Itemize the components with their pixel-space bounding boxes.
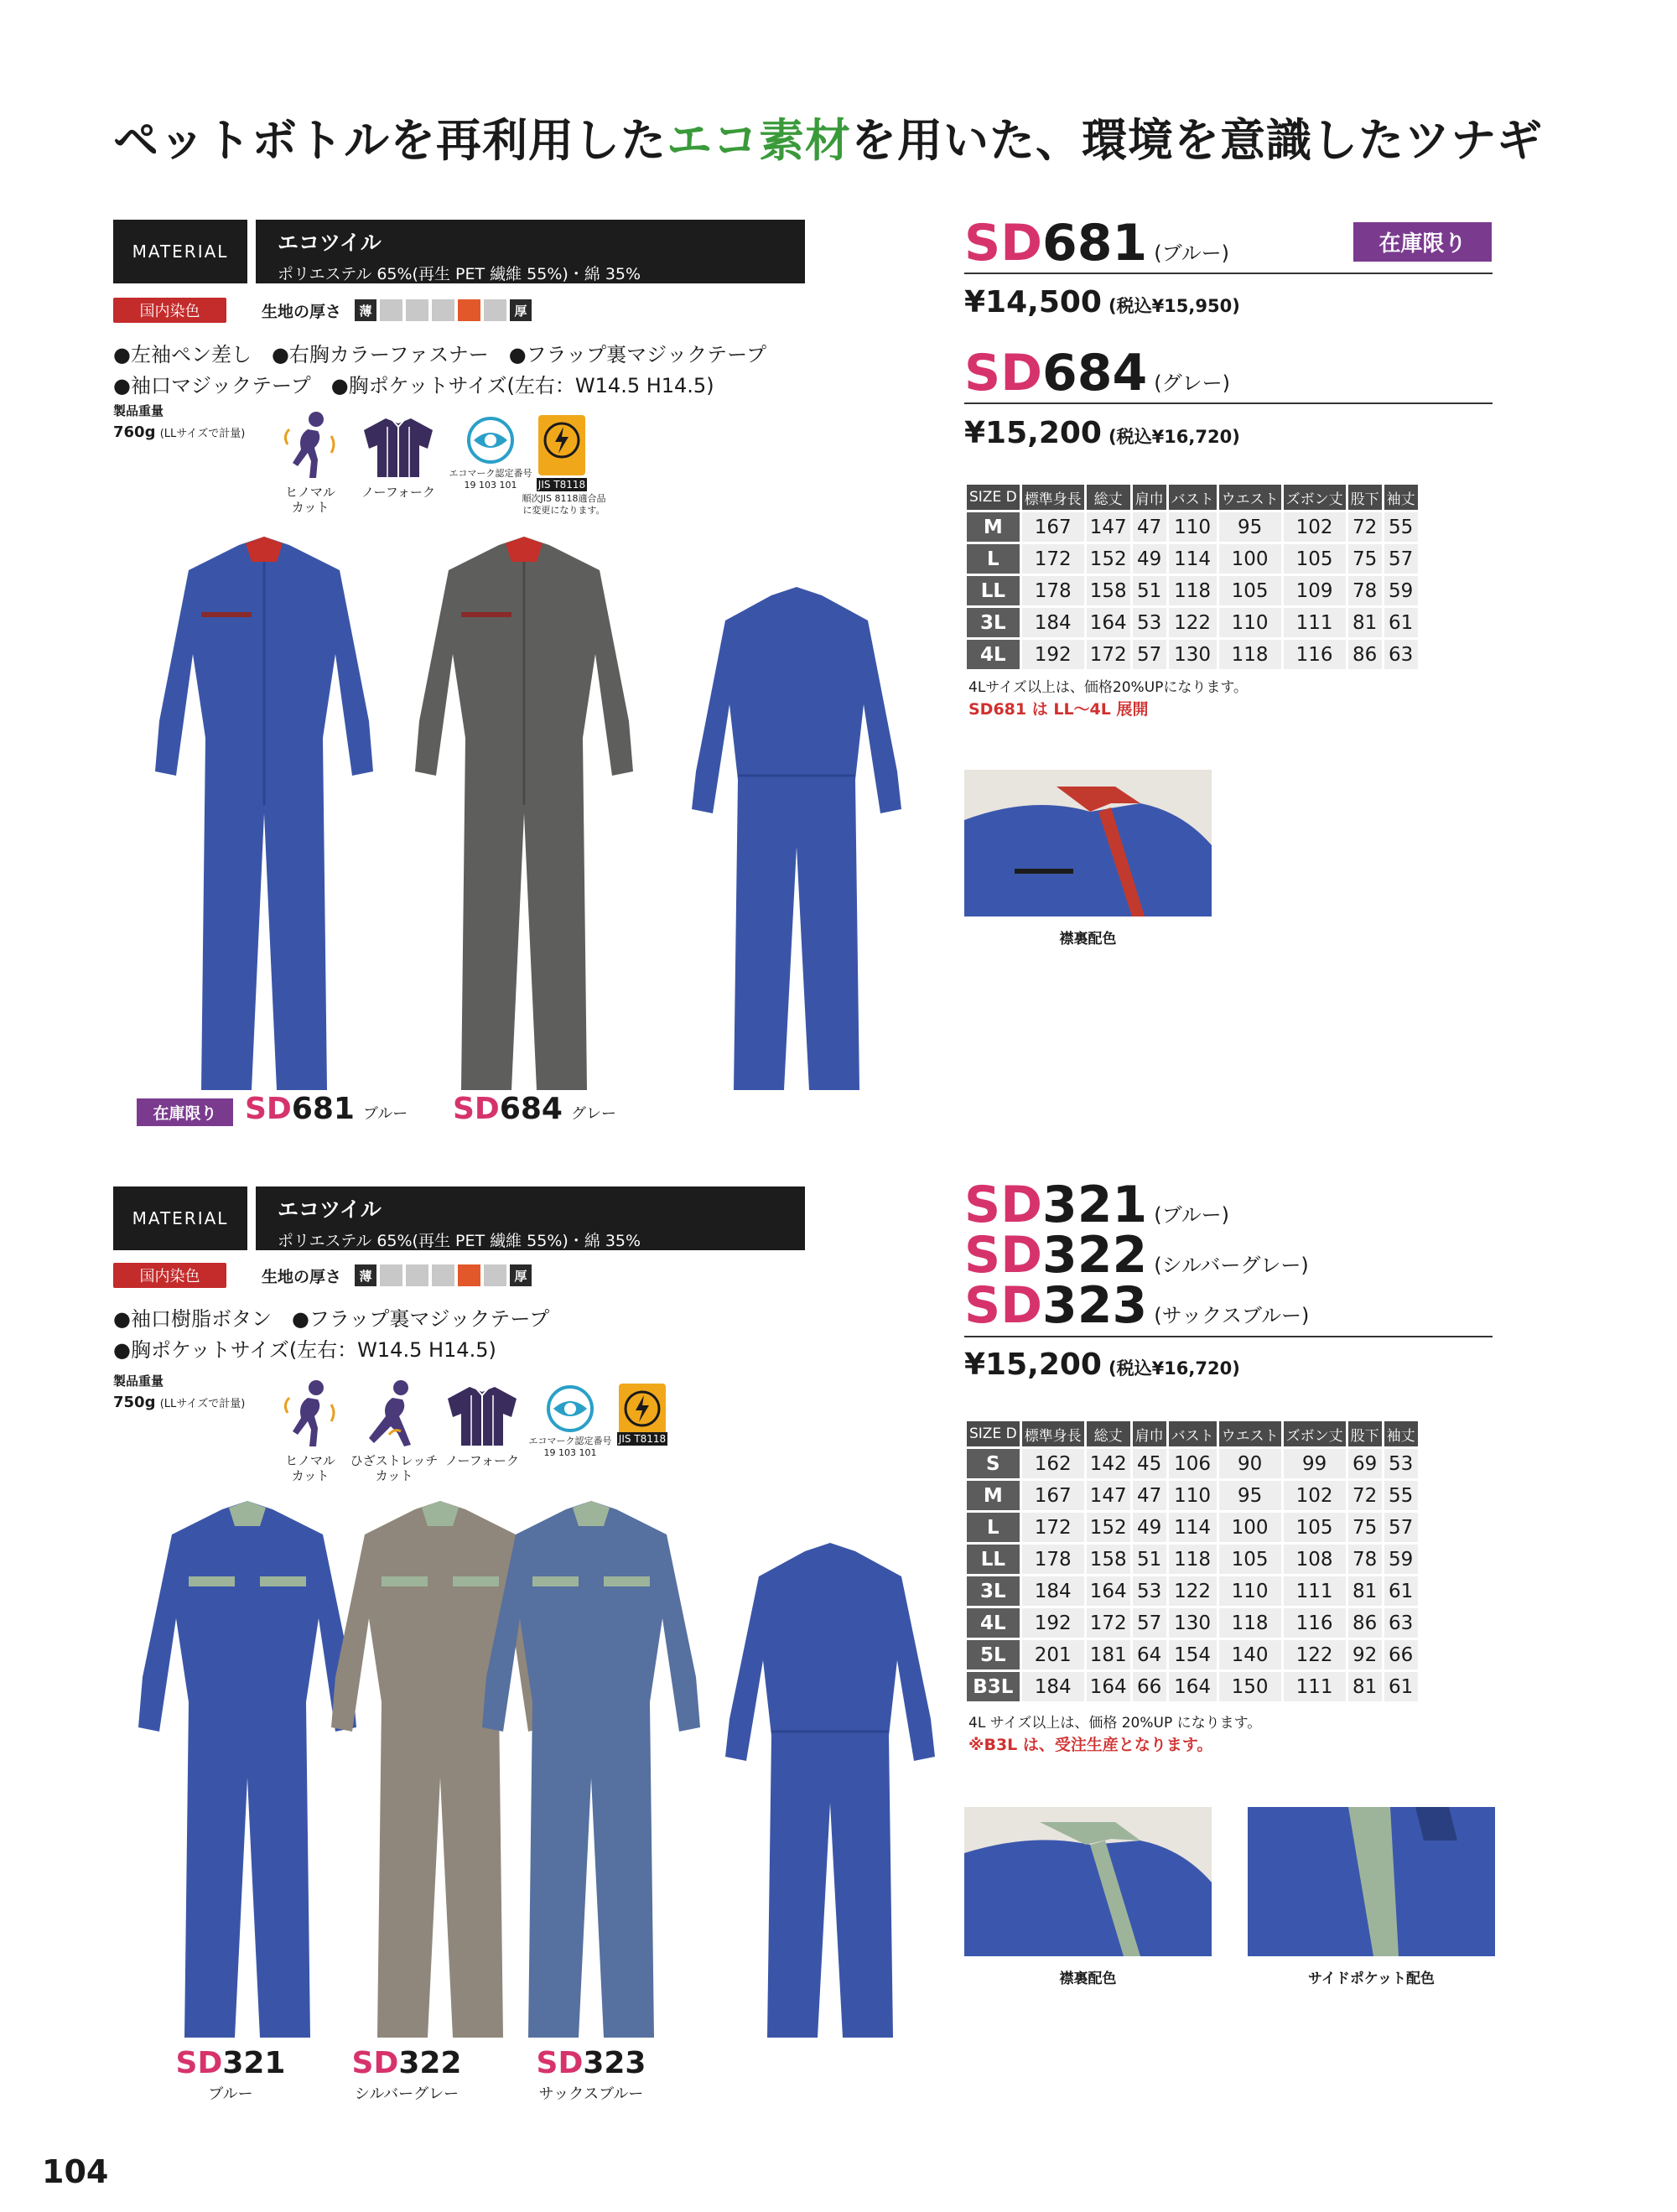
limited-stock-badge: 在庫限り [1353, 222, 1492, 262]
table-cell: 152 [1087, 1513, 1130, 1542]
table-cell: 64 [1133, 1640, 1166, 1669]
col-header: 袖丈 [1384, 1421, 1418, 1446]
size-label-cell: 4L [967, 640, 1020, 669]
price-up-note: 4Lサイズ以上は、価格20%UPになります。 [968, 679, 1249, 696]
table-cell: 158 [1087, 576, 1130, 605]
thickness-step [432, 299, 454, 321]
size-label-cell: L [967, 544, 1020, 574]
col-header: ウエスト [1219, 485, 1281, 510]
model-color: (ブルー) [1154, 241, 1230, 265]
thickness-label: 生地の厚さ [262, 302, 342, 321]
table-cell: 154 [1169, 1640, 1217, 1669]
page-number: 104 [42, 2153, 109, 2190]
table-cell: 66 [1133, 1672, 1166, 1701]
table-cell: 184 [1022, 1672, 1084, 1701]
table-cell: 59 [1384, 1545, 1418, 1574]
model-sd323 [964, 1276, 1309, 1335]
hinomaru-cut-caption: ヒノマル カット [285, 485, 335, 515]
features-line: ●袖口マジックテープ ●胸ポケットサイズ(左右：W14.5 H14.5) [113, 374, 714, 397]
caption-color: ブルー [362, 1105, 408, 1123]
table-cell: 110 [1169, 512, 1217, 542]
table-cell: 59 [1384, 576, 1418, 605]
size-label-cell: M [967, 512, 1020, 542]
table-cell: 110 [1219, 608, 1281, 637]
col-header: 総丈 [1087, 1421, 1130, 1446]
table-cell: 55 [1384, 1481, 1418, 1510]
table-cell: 147 [1087, 1481, 1130, 1510]
table-cell: 57 [1133, 1608, 1166, 1638]
headline-pre: ペットボトルを再利用した [113, 114, 667, 167]
knee-stretch-caption: ひざストレッチ カット [350, 1453, 439, 1483]
model-color: (サックスブルー) [1154, 1304, 1310, 1327]
knee-stretch-icon [361, 1379, 423, 1448]
material-info [256, 220, 805, 283]
table-cell: 114 [1169, 544, 1217, 574]
side-pocket-detail-photo [1248, 1807, 1495, 1956]
model-prefix: SD [964, 1276, 1043, 1335]
caption-number: 321 [222, 2046, 286, 2080]
coverall-sd321-back-photo [713, 1543, 948, 2038]
table-cell: 164 [1087, 1576, 1130, 1606]
thickness-scale [262, 298, 533, 323]
col-header: 総丈 [1087, 485, 1130, 510]
jis-note: 順次JIS 8118適合品 に変更になります。 [522, 493, 606, 516]
table-cell: 164 [1169, 1672, 1217, 1701]
table-cell: 111 [1284, 1576, 1346, 1606]
col-header: SIZE D [967, 485, 1020, 510]
table-cell: 111 [1284, 1672, 1346, 1701]
size-label-cell: 5L [967, 1640, 1020, 1669]
thin-label: 薄 [355, 299, 376, 321]
material-composition: ポリエステル 65%(再生 PET 繊維 55%)・綿 35% [278, 1232, 641, 1250]
material-block-2 [113, 1186, 805, 1250]
features-line: ●左袖ペン差し ●右胸カラーファスナー ●フラップ裏マジックテープ [113, 343, 766, 366]
eco-mark-icon [457, 415, 524, 465]
table-row [967, 1608, 1418, 1638]
table-cell: 72 [1348, 1481, 1382, 1510]
table-cell: 55 [1384, 512, 1418, 542]
table-cell: 75 [1348, 544, 1382, 574]
col-header: 股下 [1348, 1421, 1382, 1446]
caption-number: 684 [499, 1092, 563, 1126]
table-cell: 118 [1169, 1545, 1217, 1574]
table-row [967, 1449, 1418, 1478]
table-cell: 105 [1284, 544, 1346, 574]
size-table-1 [964, 482, 1420, 672]
table-cell: 57 [1384, 544, 1418, 574]
table-cell: 53 [1384, 1449, 1418, 1478]
table-cell: 86 [1348, 1608, 1382, 1638]
col-header: 袖丈 [1384, 485, 1418, 510]
table-cell: 63 [1384, 640, 1418, 669]
col-header: 標準身長 [1022, 485, 1084, 510]
headline-highlight: エコ素材 [667, 114, 851, 167]
model-prefix: SD [964, 344, 1043, 402]
weight-note: (LLサイズで計量) [159, 1398, 246, 1410]
table-cell: 181 [1087, 1640, 1130, 1669]
caption-color: ブルー [208, 2085, 253, 2103]
caption-number: 322 [398, 2046, 462, 2080]
table-row [967, 1672, 1418, 1701]
table-cell: 47 [1133, 1481, 1166, 1510]
table-cell: 110 [1219, 1576, 1281, 1606]
size-label-cell: LL [967, 1545, 1020, 1574]
table-row [967, 512, 1418, 542]
divider [964, 1336, 1493, 1337]
side-pocket-detail-caption: サイドポケット配色 [1308, 1971, 1435, 1987]
thick-label: 厚 [510, 1264, 532, 1286]
table-cell: 78 [1348, 576, 1382, 605]
table-cell: 162 [1022, 1449, 1084, 1478]
features-line: ●胸ポケットサイズ(左右：W14.5 H14.5) [113, 1338, 496, 1362]
table-cell: 201 [1022, 1640, 1084, 1669]
price-sd681 [964, 285, 1240, 319]
table-cell: 95 [1219, 512, 1281, 542]
material-label: MATERIAL [113, 1186, 247, 1250]
table-cell: 47 [1133, 512, 1166, 542]
table-cell: 178 [1022, 1545, 1084, 1574]
table-row [967, 544, 1418, 574]
caption-number: 681 [291, 1092, 355, 1126]
price-tax: (税込¥16,720) [1108, 427, 1240, 447]
table-cell: 192 [1022, 1608, 1084, 1638]
photo-caption-sd681 [245, 1092, 408, 1126]
table-cell: 122 [1169, 1576, 1217, 1606]
model-color: (ブルー) [1154, 1203, 1230, 1227]
col-header: バスト [1169, 485, 1217, 510]
thickness-step [380, 1264, 402, 1286]
weight-note: (LLサイズで計量) [159, 428, 246, 440]
table-cell: 164 [1087, 1672, 1130, 1701]
col-header: 標準身長 [1022, 1421, 1084, 1446]
model-number: 321 [1042, 1176, 1148, 1234]
norfolk-jacket-icon [361, 415, 436, 480]
table-cell: 45 [1133, 1449, 1166, 1478]
table-cell: 118 [1169, 576, 1217, 605]
table-cell: 81 [1348, 1672, 1382, 1701]
material-label: MATERIAL [113, 220, 247, 283]
jis-antistatic-icon [538, 415, 585, 475]
thin-label: 薄 [355, 1264, 376, 1286]
col-header: ウエスト [1219, 1421, 1281, 1446]
divider [964, 273, 1493, 274]
features-list-2 [113, 1304, 549, 1366]
table-cell: 158 [1087, 1545, 1130, 1574]
col-header: SIZE D [967, 1421, 1020, 1446]
table-cell: 172 [1087, 1608, 1130, 1638]
size-label-cell: L [967, 1513, 1020, 1542]
table-cell: 61 [1384, 1672, 1418, 1701]
price-main: ¥15,200 [964, 1347, 1102, 1382]
caption-color: シルバーグレー [354, 2085, 459, 2103]
table-cell: 172 [1087, 640, 1130, 669]
table-cell: 150 [1219, 1672, 1281, 1701]
table-cell: 192 [1022, 640, 1084, 669]
table-cell: 118 [1219, 1608, 1281, 1638]
model-sd681 [964, 214, 1229, 273]
model-prefix: SD [964, 1226, 1043, 1285]
weight-label: 製品重量 [113, 1373, 164, 1389]
weight-value: 750g [113, 1394, 156, 1411]
table-cell: 78 [1348, 1545, 1382, 1574]
headline-post: を用いた、環境を意識したツナギ [851, 114, 1543, 167]
norfolk-caption: ノーフォーク [444, 1453, 520, 1468]
table-cell: 109 [1284, 576, 1346, 605]
collar-detail-photo [964, 770, 1212, 916]
caption-prefix: SD [536, 2046, 584, 2080]
page-headline [113, 105, 1543, 169]
model-number: 322 [1042, 1226, 1148, 1285]
table-cell: 92 [1348, 1640, 1382, 1669]
table-cell: 57 [1384, 1513, 1418, 1542]
model-number: 323 [1042, 1276, 1148, 1335]
price-main: ¥14,500 [964, 285, 1102, 319]
model-prefix: SD [964, 214, 1043, 273]
table-cell: 49 [1133, 1513, 1166, 1542]
coverall-sd681-front-photo [138, 537, 390, 1090]
material-info [256, 1186, 805, 1250]
table-cell: 116 [1284, 640, 1346, 669]
table-row [967, 576, 1418, 605]
price-main: ¥15,200 [964, 416, 1102, 450]
table-cell: 122 [1169, 608, 1217, 637]
price-sd321-323 [964, 1347, 1240, 1382]
price-sd684 [964, 416, 1240, 450]
size-note-1 [968, 677, 1248, 720]
table-cell: 147 [1087, 512, 1130, 542]
table-cell: 142 [1087, 1449, 1130, 1478]
thickness-step [484, 299, 506, 321]
table-cell: 106 [1169, 1449, 1217, 1478]
caption-prefix: SD [453, 1092, 500, 1126]
made-to-order-note: ※B3L は、受注生産となります。 [968, 1736, 1213, 1754]
jis-label: JIS T8118 [537, 479, 586, 491]
price-tax: (税込¥15,950) [1108, 296, 1240, 316]
material-name: エコツイル [278, 231, 382, 255]
norfolk-jacket-icon [444, 1384, 520, 1449]
table-cell: 51 [1133, 576, 1166, 605]
table-header-row [967, 485, 1418, 510]
availability-note: SD681 は LL〜4L 展開 [968, 700, 1149, 719]
table-row [967, 1576, 1418, 1606]
weight-label: 製品重量 [113, 403, 164, 418]
table-row [967, 1640, 1418, 1669]
features-line: ●袖口樹脂ボタン ●フラップ裏マジックテープ [113, 1307, 550, 1331]
thickness-step [432, 1264, 454, 1286]
table-cell: 172 [1022, 544, 1084, 574]
table-cell: 105 [1284, 1513, 1346, 1542]
model-sd684 [964, 344, 1230, 402]
table-cell: 164 [1087, 608, 1130, 637]
product-weight-2 [113, 1371, 245, 1415]
hinomaru-cut-icon [281, 411, 340, 480]
size-label-cell: 3L [967, 608, 1020, 637]
thickness-step [406, 1264, 428, 1286]
photo-caption-sd322 [314, 2046, 499, 2104]
col-header: 肩巾 [1133, 1421, 1166, 1446]
caption-color: グレー [570, 1105, 616, 1123]
price-up-note: 4L サイズ以上は、価格 20%UP になります。 [968, 1715, 1262, 1732]
caption-prefix: SD [245, 1092, 292, 1126]
col-header: バスト [1169, 1421, 1217, 1446]
coverall-sd684-front-photo [398, 537, 650, 1090]
thickness-step [380, 299, 402, 321]
table-cell: 167 [1022, 512, 1084, 542]
photo-caption-sd321 [138, 2046, 323, 2104]
eco-mark-icon [537, 1384, 604, 1434]
thick-label: 厚 [510, 299, 532, 321]
material-block-1 [113, 220, 805, 283]
model-number: 681 [1042, 214, 1148, 273]
material-name: エコツイル [278, 1197, 382, 1222]
weight-value: 760g [113, 423, 156, 441]
table-cell: 184 [1022, 1576, 1084, 1606]
table-cell: 102 [1284, 512, 1346, 542]
table-cell: 63 [1384, 1608, 1418, 1638]
table-cell: 90 [1219, 1449, 1281, 1478]
hinomaru-cut-icon [281, 1379, 340, 1448]
table-cell: 100 [1219, 544, 1281, 574]
table-cell: 95 [1219, 1481, 1281, 1510]
divider [964, 402, 1493, 404]
thickness-scale [262, 1263, 533, 1288]
table-row [967, 1481, 1418, 1510]
table-cell: 178 [1022, 576, 1084, 605]
coverall-sd681-back-photo [675, 587, 918, 1090]
table-cell: 108 [1284, 1545, 1346, 1574]
norfolk-caption: ノーフォーク [361, 485, 436, 500]
table-cell: 99 [1284, 1449, 1346, 1478]
table-cell: 172 [1022, 1513, 1084, 1542]
table-cell: 53 [1133, 1576, 1166, 1606]
table-row [967, 1545, 1418, 1574]
photo-caption-sd323 [499, 2046, 683, 2104]
table-cell: 122 [1284, 1640, 1346, 1669]
eco-cert-caption: エコマーク認定番号 19 103 101 [449, 468, 532, 491]
table-cell: 51 [1133, 1545, 1166, 1574]
table-header-row [967, 1421, 1418, 1446]
table-cell: 61 [1384, 608, 1418, 637]
material-composition: ポリエステル 65%(再生 PET 繊維 55%)・綿 35% [278, 265, 641, 283]
size-label-cell: B3L [967, 1672, 1020, 1701]
model-color: (シルバーグレー) [1154, 1254, 1309, 1277]
caption-prefix: SD [175, 2046, 223, 2080]
coverall-sd323-front-photo [465, 1501, 717, 2038]
table-row [967, 1513, 1418, 1542]
table-cell: 49 [1133, 544, 1166, 574]
table-cell: 69 [1348, 1449, 1382, 1478]
table-cell: 81 [1348, 1576, 1382, 1606]
size-label-cell: 3L [967, 1576, 1020, 1606]
col-header: 肩巾 [1133, 485, 1166, 510]
thickness-step-active [458, 299, 480, 321]
table-cell: 102 [1284, 1481, 1346, 1510]
caption-color: サックスブルー [538, 2085, 644, 2103]
table-cell: 81 [1348, 608, 1382, 637]
caption-number: 323 [583, 2046, 646, 2080]
table-cell: 66 [1384, 1640, 1418, 1669]
size-label-cell: LL [967, 576, 1020, 605]
domestic-dye-badge: 国内染色 [113, 1263, 226, 1288]
product-weight-1 [113, 401, 245, 444]
table-row [967, 640, 1418, 669]
model-prefix: SD [964, 1176, 1043, 1234]
jis-label: JIS T8118 [618, 1433, 667, 1445]
collar-detail-caption: 襟裏配色 [1059, 931, 1117, 948]
size-label-cell: S [967, 1449, 1020, 1478]
price-tax: (税込¥16,720) [1108, 1358, 1240, 1379]
table-cell: 111 [1284, 608, 1346, 637]
col-header: ズボン丈 [1284, 485, 1346, 510]
table-cell: 130 [1169, 1608, 1217, 1638]
table-cell: 72 [1348, 512, 1382, 542]
features-list-1 [113, 340, 766, 402]
table-cell: 114 [1169, 1513, 1217, 1542]
size-label-cell: 4L [967, 1608, 1020, 1638]
table-cell: 100 [1219, 1513, 1281, 1542]
size-note-2 [968, 1712, 1261, 1756]
table-cell: 184 [1022, 608, 1084, 637]
table-row [967, 608, 1418, 637]
eco-cert-caption: エコマーク認定番号 19 103 101 [528, 1436, 612, 1458]
table-cell: 86 [1348, 640, 1382, 669]
table-cell: 140 [1219, 1640, 1281, 1669]
table-cell: 75 [1348, 1513, 1382, 1542]
table-cell: 167 [1022, 1481, 1084, 1510]
table-cell: 105 [1219, 576, 1281, 605]
table-cell: 130 [1169, 640, 1217, 669]
hinomaru-cut-caption: ヒノマル カット [285, 1453, 335, 1483]
size-table-2 [964, 1419, 1420, 1704]
model-number: 684 [1042, 344, 1148, 402]
table-cell: 152 [1087, 544, 1130, 574]
table-cell: 110 [1169, 1481, 1217, 1510]
photo-limited-stock-badge: 在庫限り [137, 1098, 233, 1126]
table-cell: 105 [1219, 1545, 1281, 1574]
table-cell: 61 [1384, 1576, 1418, 1606]
photo-caption-sd684 [453, 1092, 616, 1126]
table-cell: 118 [1219, 640, 1281, 669]
col-header: 股下 [1348, 485, 1382, 510]
collar-detail-caption: 襟裏配色 [1059, 1971, 1117, 1987]
thickness-step [406, 299, 428, 321]
thickness-step [484, 1264, 506, 1286]
collar-detail-photo [964, 1807, 1212, 1956]
table-cell: 53 [1133, 608, 1166, 637]
size-label-cell: M [967, 1481, 1020, 1510]
caption-prefix: SD [351, 2046, 399, 2080]
table-cell: 57 [1133, 640, 1166, 669]
thickness-label: 生地の厚さ [262, 1267, 342, 1286]
model-color: (グレー) [1154, 371, 1231, 395]
thickness-step-active [458, 1264, 480, 1286]
col-header: ズボン丈 [1284, 1421, 1346, 1446]
table-cell: 116 [1284, 1608, 1346, 1638]
domestic-dye-badge: 国内染色 [113, 298, 226, 323]
